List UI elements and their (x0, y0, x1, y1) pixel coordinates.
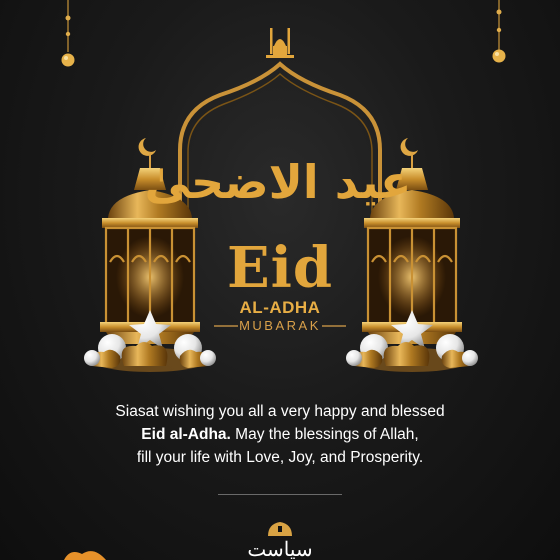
subtitle-al-adha: AL-ADHA (239, 298, 321, 317)
tagline-mubarak: MUBARAK (239, 318, 321, 333)
title-eid: Eid (226, 235, 334, 301)
crescent-icon (139, 138, 156, 156)
message-line-3: fill your life with Love, Joy, and Prosperity. (136, 449, 424, 466)
brand-logo-text: سیاست (247, 537, 313, 560)
message-line-2 (40, 424, 520, 446)
arabic-calligraphy: عید الاضحیٰ (144, 155, 412, 209)
crescent-icon (401, 138, 418, 156)
decorative-blob (60, 546, 110, 560)
message-bold: Eid al-Adha. (141, 426, 231, 443)
message-line-2-rest: May the blessings of Allah, (230, 426, 419, 443)
message-line-1: Siasat wishing you all a very happy and blessed (115, 403, 445, 420)
brand-mark-icon (266, 520, 294, 538)
footer-divider (218, 494, 342, 495)
